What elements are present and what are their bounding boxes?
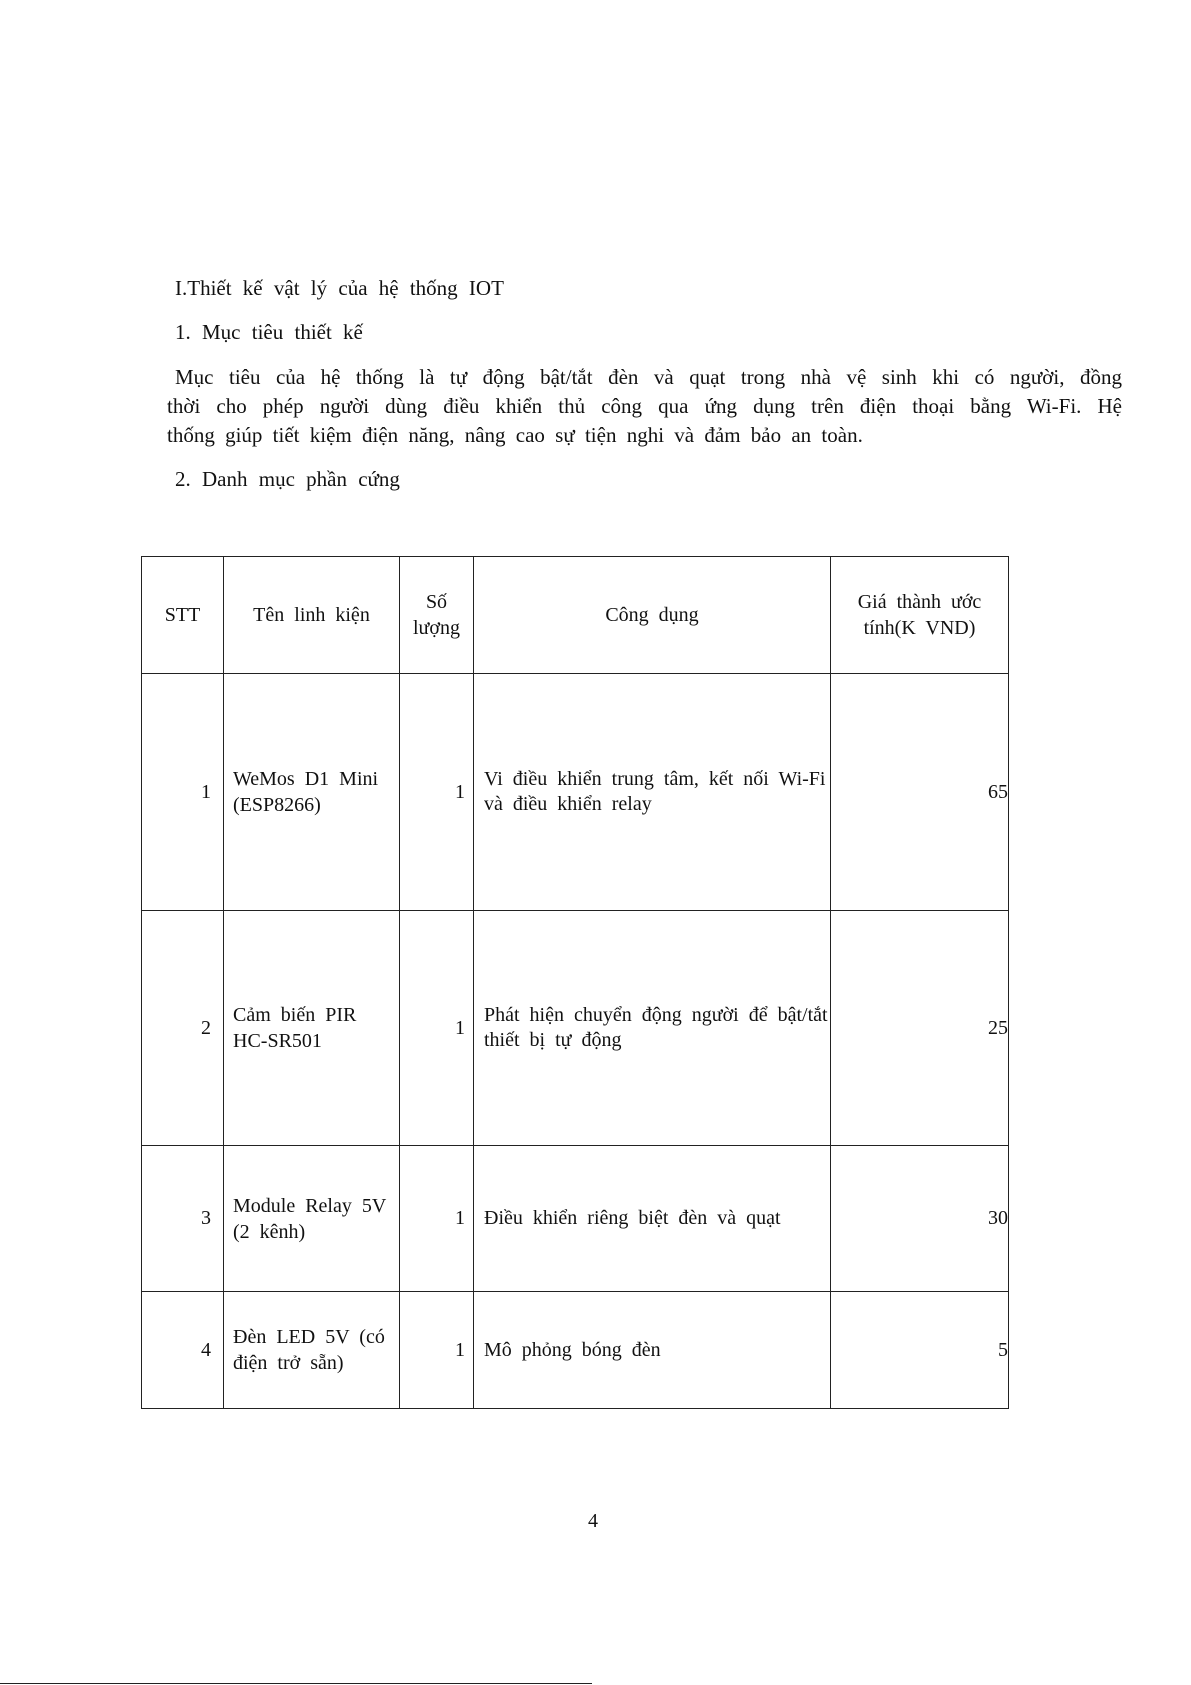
- row-price: [831, 1146, 1009, 1292]
- row-name-line1: Module Relay 5V: [233, 1194, 387, 1217]
- row-name-line1: WeMos D1 Mini: [233, 768, 379, 790]
- header-qty-line2: lượng: [413, 617, 460, 639]
- paragraph-line: Mục tiêu của hệ thống là tự động bật/tắt đèn và quạt trong nhà vệ sinh khi có người, đồng: [175, 365, 1122, 389]
- section-2-title: 2. Danh mục phần cứng: [175, 467, 400, 491]
- section-1-title: 1. Mục tiêu thiết kế: [175, 320, 363, 344]
- objective-paragraph: [167, 363, 1122, 450]
- row-name: [224, 1146, 400, 1292]
- row-price-value: 30: [988, 1207, 1008, 1229]
- table-row: [142, 911, 1009, 1146]
- row-name-line2: (2 kênh): [233, 1220, 306, 1243]
- row-use: [474, 1292, 831, 1409]
- row-qty: 1: [400, 1292, 474, 1409]
- row-price-value: 65: [988, 780, 1008, 803]
- row-use-line2: và điều khiển relay: [484, 793, 652, 815]
- row-qty: 1: [400, 1146, 474, 1292]
- paragraph-line: thời cho phép người dùng điều khiển thủ công qua ứng dụng trên điện thoại bằng Wi-Fi. Hệ: [167, 394, 1122, 418]
- header-stt: STT: [142, 557, 224, 674]
- table-row: [142, 1292, 1009, 1409]
- row-use-line1: Mô phỏng bóng đèn: [484, 1338, 661, 1361]
- row-price-value: 25: [988, 1016, 1008, 1039]
- row-name: [224, 911, 400, 1146]
- row-name: [224, 674, 400, 911]
- hardware-table: [141, 556, 1009, 1409]
- row-use-line2: thiết bị tự động: [484, 1029, 622, 1051]
- row-name-line1: Đèn LED 5V (có: [233, 1326, 385, 1348]
- section-heading: I.Thiết kế vật lý của hệ thống IOT: [175, 276, 504, 300]
- row-qty: 1: [400, 911, 474, 1146]
- row-use: [474, 911, 831, 1146]
- header-name: Tên linh kiện: [224, 557, 400, 674]
- header-price: [831, 557, 1009, 674]
- row-use-line1: Điều khiển riêng biệt đèn và quạt: [484, 1207, 781, 1229]
- paragraph-line: thống giúp tiết kiệm điện năng, nâng cao sự tiện nghi và đảm bảo an toàn.: [167, 423, 863, 447]
- page-number: 4: [588, 1510, 598, 1532]
- row-use-line1: Phát hiện chuyển động người để bật/tắt: [484, 1004, 828, 1026]
- footer-rule: [0, 1683, 592, 1684]
- table-row: [142, 1146, 1009, 1292]
- row-stt: 4: [142, 1292, 224, 1409]
- table-row: [142, 674, 1009, 911]
- header-qty-line1: Số: [425, 591, 448, 613]
- row-stt: 1: [142, 674, 224, 911]
- header-qty: [400, 557, 474, 674]
- row-price: [831, 674, 1009, 911]
- row-use: [474, 674, 831, 911]
- row-name-line1: Cảm biến PIR: [233, 1004, 357, 1026]
- row-name-line2: (ESP8266): [233, 794, 321, 816]
- row-name-line2: HC-SR501: [233, 1030, 322, 1052]
- row-qty: 1: [400, 674, 474, 911]
- row-stt: 3: [142, 1146, 224, 1292]
- row-use-line1: Vi điều khiển trung tâm, kết nối Wi-Fi: [484, 768, 826, 790]
- row-price-value: 5: [998, 1338, 1008, 1361]
- header-use: Công dụng: [474, 557, 831, 674]
- row-price: [831, 1292, 1009, 1409]
- row-price: [831, 911, 1009, 1146]
- row-stt: 2: [142, 911, 224, 1146]
- header-price-line1: Giá thành ước: [857, 591, 982, 613]
- row-name-line2: điện trở sẵn): [233, 1352, 344, 1374]
- header-price-line2: tính(K VND): [863, 617, 976, 639]
- row-use: [474, 1146, 831, 1292]
- table-header-row: [142, 557, 1009, 674]
- row-name: [224, 1292, 400, 1409]
